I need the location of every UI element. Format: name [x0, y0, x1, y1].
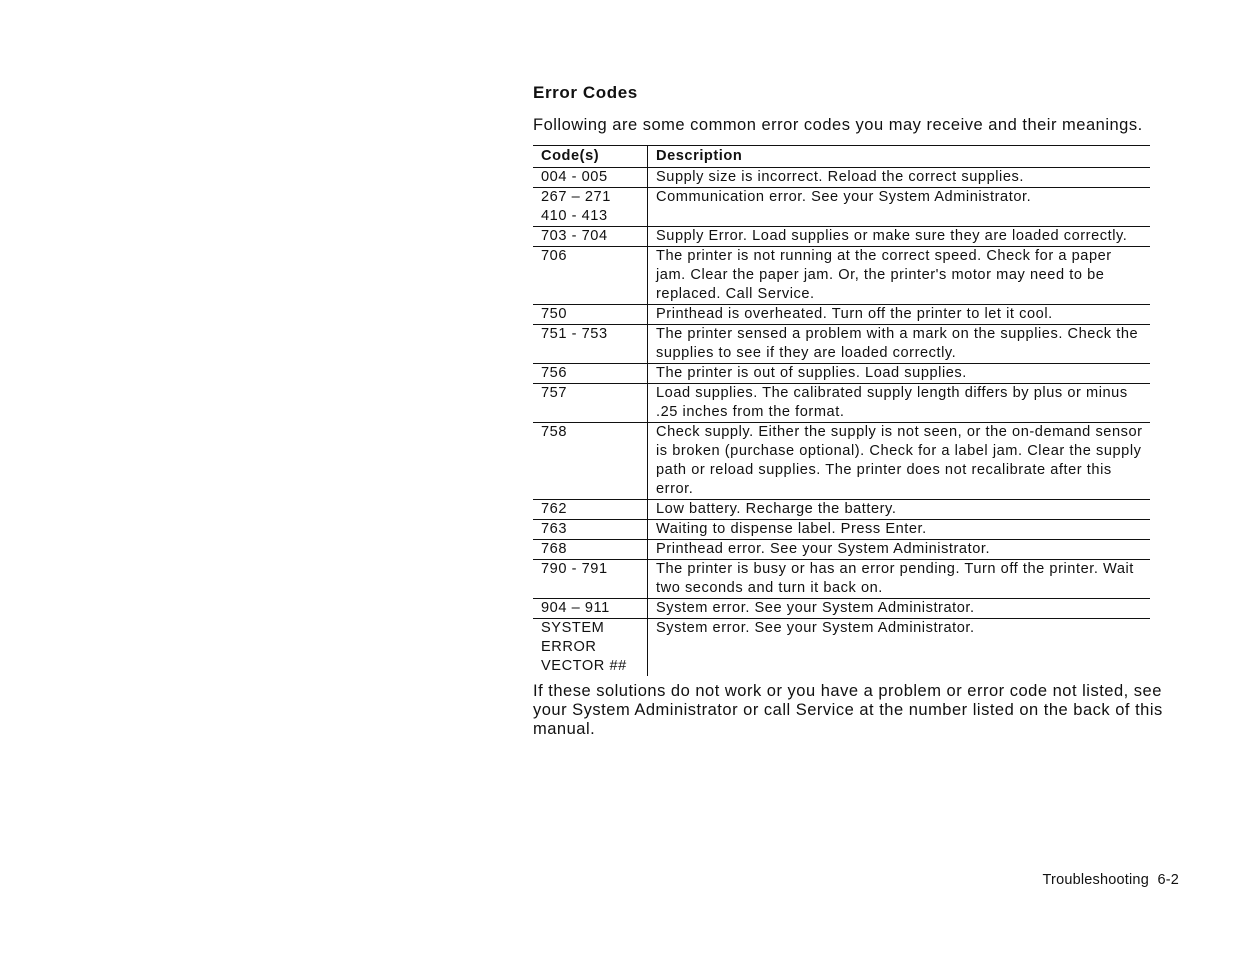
error-description-cell: Communication error. See your System Administrator.	[648, 188, 1151, 227]
error-code-cell	[533, 364, 648, 384]
error-code-cell	[533, 247, 648, 305]
error-code: 768	[541, 541, 567, 557]
error-code-cell	[533, 384, 648, 423]
error-description-cell: Check supply. Either the supply is not seen, or the on-demand sensor is broken (purchase optional). Check for a label jam. Clear the supply path or reload supplies. The printer does not recalibrate after this error.	[648, 423, 1151, 500]
error-code-cell	[533, 619, 648, 677]
table-row	[533, 305, 1150, 325]
footer-section-name: Troubleshooting	[1042, 872, 1149, 888]
error-code-cell	[533, 168, 648, 188]
error-description-cell: The printer is busy or has an error pending. Turn off the printer. Wait two seconds and turn it back on.	[648, 560, 1151, 599]
error-code: 706	[541, 248, 567, 264]
table-header-row	[533, 146, 1150, 168]
error-code-cell	[533, 188, 648, 227]
table-row	[533, 520, 1150, 540]
error-code: 756	[541, 365, 567, 381]
table-row	[533, 599, 1150, 619]
error-code-cell	[533, 227, 648, 247]
error-description-cell: Low battery. Recharge the battery.	[648, 500, 1151, 520]
error-code: 267 – 271	[541, 189, 611, 205]
page-footer	[1043, 872, 1179, 888]
error-code: 703 - 704	[541, 228, 608, 244]
column-header-codes: Code(s)	[533, 146, 648, 168]
error-code: VECTOR ##	[541, 658, 627, 674]
error-code: ERROR	[541, 639, 597, 655]
error-code: 757	[541, 385, 567, 401]
error-description-cell: The printer sensed a problem with a mark on the supplies. Check the supplies to see if they are loaded correctly.	[648, 325, 1151, 364]
error-description-cell: Printhead error. See your System Administrator.	[648, 540, 1151, 560]
error-code-cell	[533, 500, 648, 520]
error-description-cell: Supply size is incorrect. Reload the correct supplies.	[648, 168, 1151, 188]
error-code-cell	[533, 325, 648, 364]
table-row	[533, 364, 1150, 384]
error-code-cell	[533, 520, 648, 540]
error-code: 790 - 791	[541, 561, 608, 577]
error-code: 758	[541, 424, 567, 440]
closing-paragraph: If these solutions do not work or you have a problem or error code not listed, see your System Administrator or call Service at the number listed on the back of this manual.	[533, 682, 1163, 738]
error-code: 904 – 911	[541, 600, 610, 616]
table-row	[533, 423, 1150, 500]
error-code: SYSTEM	[541, 620, 605, 636]
error-code-cell	[533, 540, 648, 560]
error-code: 751 - 753	[541, 326, 608, 342]
table-row	[533, 384, 1150, 423]
error-code: 762	[541, 501, 567, 517]
error-description-cell: Load supplies. The calibrated supply length differs by plus or minus .25 inches from the format.	[648, 384, 1151, 423]
table-row	[533, 247, 1150, 305]
error-codes-table	[533, 145, 1150, 676]
error-code: 763	[541, 521, 567, 537]
error-code: 750	[541, 306, 567, 322]
error-code-cell	[533, 423, 648, 500]
column-header-description: Description	[648, 146, 1151, 168]
page-content	[533, 82, 1183, 739]
error-code-cell	[533, 599, 648, 619]
table-body	[533, 168, 1150, 677]
error-description-cell: System error. See your System Administrator.	[656, 620, 975, 636]
section-heading: Error Codes	[533, 83, 638, 102]
table-row	[533, 188, 1150, 227]
table-row	[533, 619, 1150, 677]
error-description-cell: The printer is not running at the correct speed. Check for a paper jam. Clear the paper jam. Or, the printer's motor may need to be replaced. Call Service.	[648, 247, 1151, 305]
error-description-cell: Waiting to dispense label. Press Enter.	[648, 520, 1151, 540]
table-row	[533, 500, 1150, 520]
error-code: 004 - 005	[541, 169, 608, 185]
error-code-cell	[533, 305, 648, 325]
footer-page-number: 6-2	[1157, 872, 1179, 888]
table-row	[533, 227, 1150, 247]
table-row	[533, 325, 1150, 364]
table-row	[533, 540, 1150, 560]
table-row	[533, 168, 1150, 188]
intro-paragraph: Following are some common error codes you may receive and their meanings.	[533, 116, 1143, 134]
table-row	[533, 560, 1150, 599]
error-description-cell: The printer is out of supplies. Load supplies.	[648, 364, 1151, 384]
error-description-cell: Supply Error. Load supplies or make sure they are loaded correctly.	[648, 227, 1151, 247]
error-description-cell: System error. See your System Administrator.	[648, 599, 1151, 619]
error-code: 410 - 413	[541, 208, 608, 224]
error-code-cell	[533, 560, 648, 599]
error-description-cell: Printhead is overheated. Turn off the printer to let it cool.	[648, 305, 1151, 325]
